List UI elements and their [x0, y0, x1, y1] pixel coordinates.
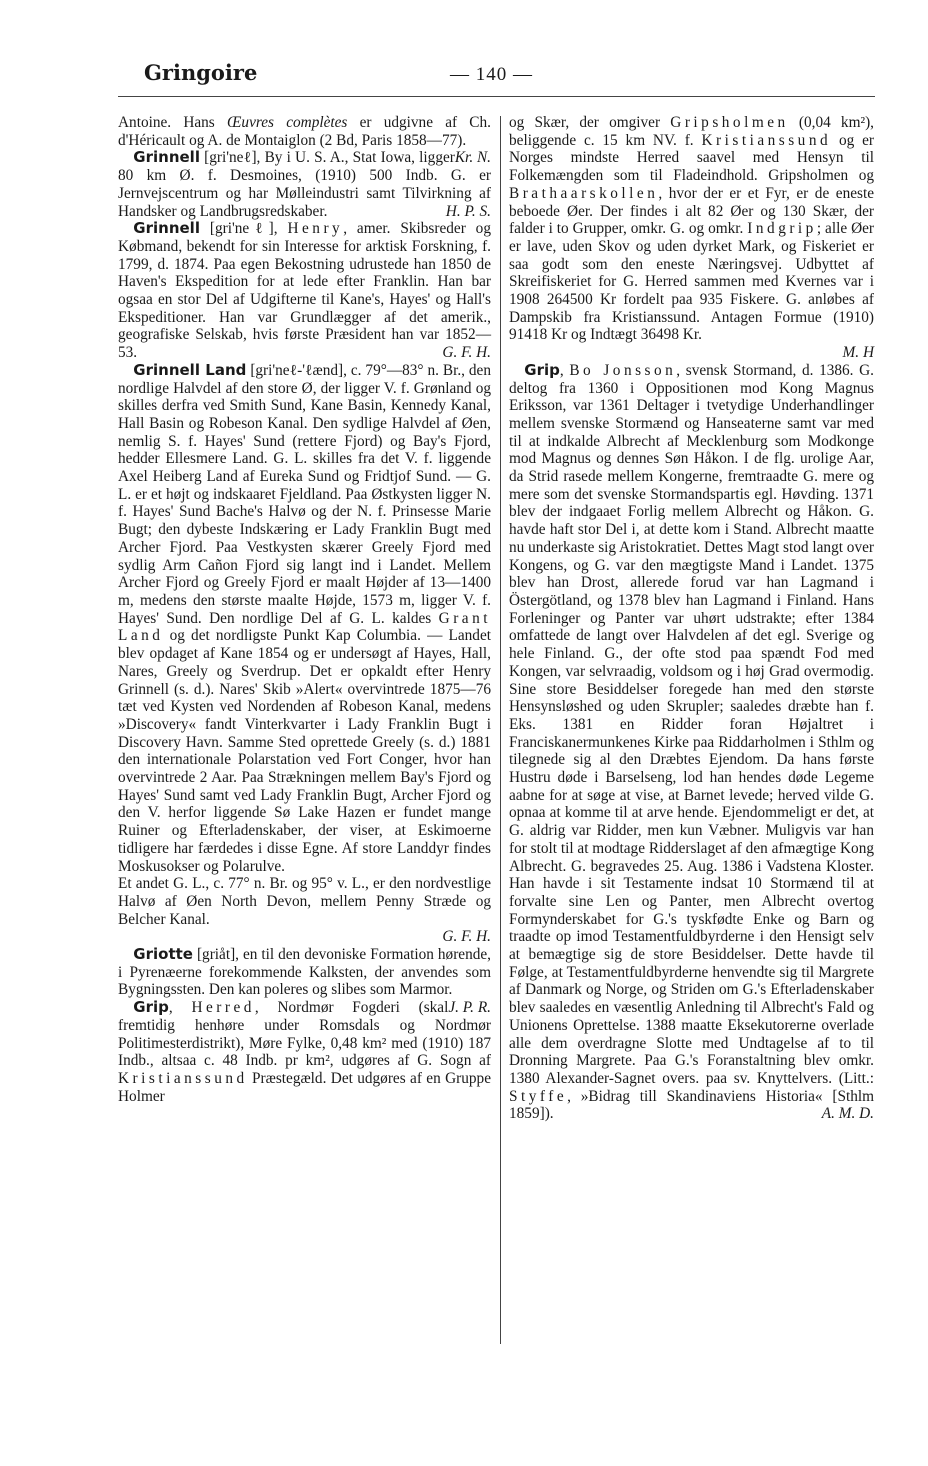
- entry-text: og Skær, der omgiver: [509, 114, 671, 131]
- spaced-name: Herred: [191, 999, 255, 1017]
- article-paragraph: [509, 114, 874, 362]
- entry-text: Et andet G. L., c. 77° n. Br. og 95° v. L., er den nordvestlige Halvø af Øen North Devon, mellem Penny Stræde og Belcher Kanal.: [118, 875, 491, 928]
- spaced-name: Kristianssund: [118, 1069, 248, 1087]
- spaced-name: Kristianssund: [701, 131, 832, 149]
- spaced-name: Brathaarskollen: [509, 184, 659, 202]
- spaced-name: Henry: [287, 220, 344, 238]
- entry-text: [gri'neℓ],: [199, 220, 288, 238]
- entry-headword: Grip: [524, 360, 560, 379]
- entry-text: [griåt], en til den devoniske Formation hørende, i Pyrenæerne forekommende Kalksten, der anvendes som Bygningssten. Den kan poleres og slibes som Marmor.: [118, 946, 491, 999]
- author-signature: J. P. R.: [448, 999, 491, 1017]
- right-column: [509, 114, 874, 1123]
- article-paragraph: [509, 362, 874, 1123]
- article-paragraph: [118, 362, 491, 875]
- entry-text: [gri'neℓ-'ℓænd], c. 79°—83° n. Br., den nordlige Halvdel af den store Ø, der ligger V. f. Grønland og skilles derfra ved Smith Sund, Kane Basin, Kennedy Kanal, Hall Basin og Robeson Kanal. Den sydlige Halvdel af Øen, nemlig S. f. Hayes' Sund (rettere Fjord) og Bay's Fjord, hedder Ellesmere Land. G. L. skilles fra det V. f. liggende Axel Heiberg Land af Eureka Sund og Fridtjof Sund. — G. L. er et højt og indskaaret Fjeldland. Paa Østkysten ligger N. f. Hayes' Sund Bache's Halvø og der N. f. Prinsesse Marie Bugt; den dybeste Indskæring er Lady Franklin Bugt med Archer Fjord. Paa Vestkysten skærer Greely Fjord med sydlig Arm Cañon Fjord sig langt ind i Landet. Mellem Archer Fjord og Greely Fjord er maalt Højder af 13—1400 m, medens den største maalte Højde, 1573 m, ligger V. f. Hayes' Sund. Den nordlige Del af G. L. kaldes: [118, 361, 491, 627]
- entry-text: er udgivne af Ch. d'Héricault og A. de Montaiglon (2 Bd, Paris 1858—77).: [118, 114, 491, 149]
- entry-text: , Nordmør Fogderi (skal fremtidig henhøre under Romsdals og Nordmør Politimesterdistrikt), Møre Fylke, 0,48 km² med (1910) 187 Indb., altsaa c. 48 Indb. pr km², udgøres af G. Sogn af: [118, 999, 491, 1070]
- entry-text: [gri'neℓ], By i U. S. A., Stat Iowa, ligger 80 km Ø. f. Desmoines, (1910) 500 Indb. G. er Jernvejscentrum og har Mølleindustri samt Tilvirkning af Handsker og Landbrugsredskaber.: [118, 149, 491, 220]
- author-signature: Kr. N.: [454, 149, 491, 167]
- entry-headword: Griotte: [133, 945, 193, 964]
- entry-text: og er Norges mindste Herred saavel med Hensyn til Folkemængden som til Fladeindhold. Gripsholmen og: [509, 131, 874, 185]
- entry-text: (0,04 km²), beliggende c. 15 km NV. f.: [509, 114, 874, 149]
- author-signature: A. M. D.: [821, 1105, 874, 1123]
- entry-text: ; alle Øer er lave, uden Skov og uden dyrket Mark, og Fiskeriet er saa godt som den eneste Næringsvej. Udbyttet af Skreifiskeriet for G. Herred sammen med Kvernes var i 1908 264500 Kr fordelt paa 935 Fiskere. G. anløbes af Dampskib fra Kristianssund. Antagen Formue (1910) 91418 Kr og Indtægt 36498 Kr.: [509, 220, 874, 344]
- article-paragraph: [118, 149, 491, 220]
- spaced-name: Indgrip: [747, 220, 817, 238]
- entry-text: , amer. Skibsreder og Købmand, bekendt for sin Interesse for arktisk Forskning, f. 1799, d. 1874. Paa egen Bekostning udrustede han 1850 de Haven's Ekspedition for at lede efter Franklin. Han bar ogsaa en stor Del af Udgifterne til Kane's, Hayes' og Hall's Ekspeditioner. Han var Grundlægger af det amerik., geografiske Selskab, hvis første Præsident han var 1852—53.: [118, 220, 491, 362]
- entry-text: Antoine. Hans: [118, 114, 227, 131]
- entry-headword: Grinnell Land: [133, 360, 247, 379]
- running-head: Gringoire: [144, 60, 258, 85]
- entry-headword: Grinnell: [133, 219, 200, 238]
- entry-text: ,: [168, 999, 192, 1017]
- column-divider: [500, 116, 501, 1344]
- spaced-name: Bo Jonsson: [569, 361, 677, 379]
- article-paragraph: [118, 220, 491, 362]
- entry-text: , »Bidrag till Skandinaviens Historia« [Sthlm 1859]).: [509, 1087, 874, 1123]
- author-signature: M. H: [842, 344, 874, 362]
- spaced-name: Styffe: [509, 1087, 568, 1105]
- article-paragraph: [118, 875, 491, 946]
- spaced-name: Gripsholmen: [670, 114, 789, 131]
- entry-text: , hvor der er et Fyr, er de eneste beboede Øer. Der findes i alt 82 Øer og 130 Skær, der falder i to Grupper, omkr. G. og omkr.: [509, 184, 874, 238]
- entry-text: , svensk Stormand, d. 1386. G. deltog fra 1360 i Oppositionen mod Kong Magnus Eriksson, var 1361 Deltager i tvetydige Underhandlinger mellem svenske Stormænd og Hanseaterne samt var med til at indkalde Albrecht af Mecklenburg som Modkonge mod Magnus og dennes Søn Håkon. I de flg. urolige Aar, da Strid rasede mellem Kongerne, fremtraadte G. mere og mere som det svenske Stormandspartis egl. Høvding. 1371 blev der indgaaet Forlig mellem Albrecht og Håkon. G. havde haft stor Del i, at dette kom i Stand. Albrecht maatte nu underkaste sig Aristokratiet. Dettes Magt stod langt over Kongens, og G. var den mægtigste Mand i Landet. 1375 blev han Drost, allerede forud var han Lagmand i Östergötland, og 1378 blev han Lagmand i Finland. Hans Forleninger og Panter var uhørt udstrakte; efter 1384 omfattede de langt over Halvdelen af det egl. Sverige og hele Finland. G., der ofte stod paa spændt Fod med Kongen, var selvraadig, voldsom og i høj Grad overmodig. Sine store Besiddelser foregede han med den største Hensynsløshed og uden Skrupler; saaledes dræbte han f. Eks. 1381 en Ridder foran Højaltret i Franciskanermunkenes Kirke paa Riddarholmen i Sthlm og tilegnede sig al den Dræbtes Ejendom. Da hans første Hustru døde i Barselseng, lod han hendes døde Legeme aabne for at søge at vise, at Barnet levede; herved vilde G. opnaa at komme til at arve hende. Ejendommeligt er det, at G. aldrig var Ridder, men kun Væbner. Muligvis var han for stolt til at modtage Ridderslaget af den afmægtige Kong Albrecht. G. begravedes 25. Aug. 1386 i Vadstena Kloster. Han havde i sit Testamente indsat 10 Stormænd til at forvalte sine Len og Panter, men Albrecht overtog Formynderskabet for G.'s tyskfødte Enke og Barn og traadte op imod Testamentfuldbyrderne i den Hensigt selv at bemægtige sig de store Besiddelser. Dette havde til Følge, at Testamentfuldbyrderne henvendte sig til Margrete af Danmark og Norge, og Striden om G.'s Efterladenskaber blev saaledes en væsentlig Anledning til Albrecht's Fald og Unionens Oprettelse. 1388 maatte Eksekutorerne overlade alle dem overdragne Slotte med Undtagelse af to til Dronning Margrete. Paa G.'s Foranstaltning blev omkr. 1380 Alexander-Sagnet overs. paa sv. Knyttelvers. (Litt.:: [509, 361, 874, 1087]
- header-rule: [118, 96, 875, 97]
- author-signature: G. F. H.: [442, 928, 491, 946]
- spaced-name: Grant Land: [118, 609, 491, 645]
- entry-text: Præstegæld. Det udgøres af en Gruppe Holmer: [118, 1069, 491, 1105]
- entry-text: ,: [559, 361, 570, 379]
- page-number: — 140 —: [450, 64, 533, 85]
- italic-title: Œuvres complètes: [226, 114, 348, 131]
- entry-headword: Grinnell: [133, 148, 200, 167]
- entry-headword: Grip: [133, 998, 169, 1017]
- author-signature: G. F. H.: [442, 344, 491, 362]
- entry-text: og det nordligste Punkt Kap Columbia. — Landet blev opdaget af Kane 1854 og er undersøgt af Hayes, Hall, Nares, Greely og Sverdrup. Det er opkaldt efter Henry Grinnell (s. d.). Nares' Skib »Alert« overvintrede 1875—76 tæt ved Kysten ved Nordenden af Robeson Kanal, medens »Discovery« fandt Vinterkvarter i Lady Franklin Bugt i Discovery Havn. Samme Sted oprettede Greely (s. d.) 1881 den internationale Polarstation ved Fort Conger, hvor han overvintrede 2 Aar. Paa Strækningen mellem Bay's Fjord og Hayes' Sund samt ved Lady Franklin Bugt, Archer Fjord og den V. herfor liggende Sø Lake Hazen er fundet mange Ruiner og Efterladenskaber, der viser, at Eskimoerne tidligere har færdedes i disse Egne. Af store Landdyr findes Moskusokser og Polarulve.: [118, 627, 491, 875]
- author-signature: H. P. S.: [445, 202, 491, 220]
- left-column: [118, 114, 491, 1105]
- article-paragraph: [118, 999, 491, 1105]
